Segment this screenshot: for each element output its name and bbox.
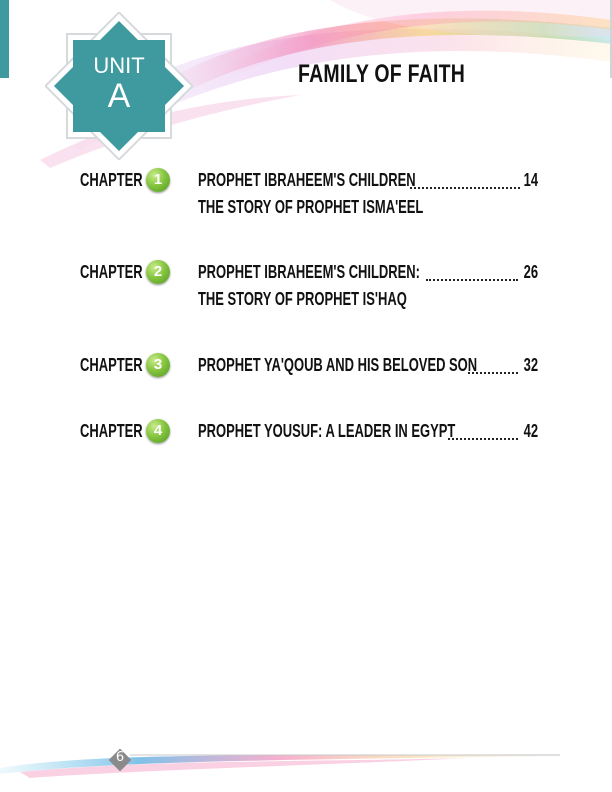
page-number: 42: [523, 421, 538, 441]
unit-label: UNIT: [93, 53, 145, 78]
page-number: 32: [523, 355, 538, 375]
chapter-title: PROPHET IBRAHEEM'S CHILDREN:: [198, 262, 420, 282]
chapter-number-badge: 4: [146, 419, 170, 443]
page-title: FAMILY OF FAITH: [298, 60, 466, 88]
chapter-number-badge: 3: [146, 353, 170, 377]
chapter-subtitle: THE STORY OF PROPHET ISMA'EEL: [198, 197, 424, 217]
chapter-subtitle: THE STORY OF PROPHET IS'HAQ: [198, 289, 407, 309]
chapter-title: PROPHET IBRAHEEM'S CHILDREN: [198, 170, 416, 190]
chapter-label: CHAPTER: [80, 262, 143, 282]
chapter-number-badge: 1: [146, 168, 170, 192]
chapter-label: CHAPTER: [80, 170, 143, 190]
page-number: 14: [523, 170, 538, 190]
chapter-number-badge: 2: [146, 260, 170, 284]
chapter-title: PROPHET YOUSUF: A LEADER IN EGYPT: [198, 421, 456, 441]
unit-letter: A: [107, 77, 131, 115]
page-number-footer: 6: [115, 750, 125, 765]
chapter-label: CHAPTER: [80, 355, 143, 375]
chapter-label: CHAPTER: [80, 421, 143, 441]
chapter-title: PROPHET YA'QOUB AND HIS BELOVED SON: [198, 355, 478, 375]
page-number: 26: [523, 262, 538, 282]
